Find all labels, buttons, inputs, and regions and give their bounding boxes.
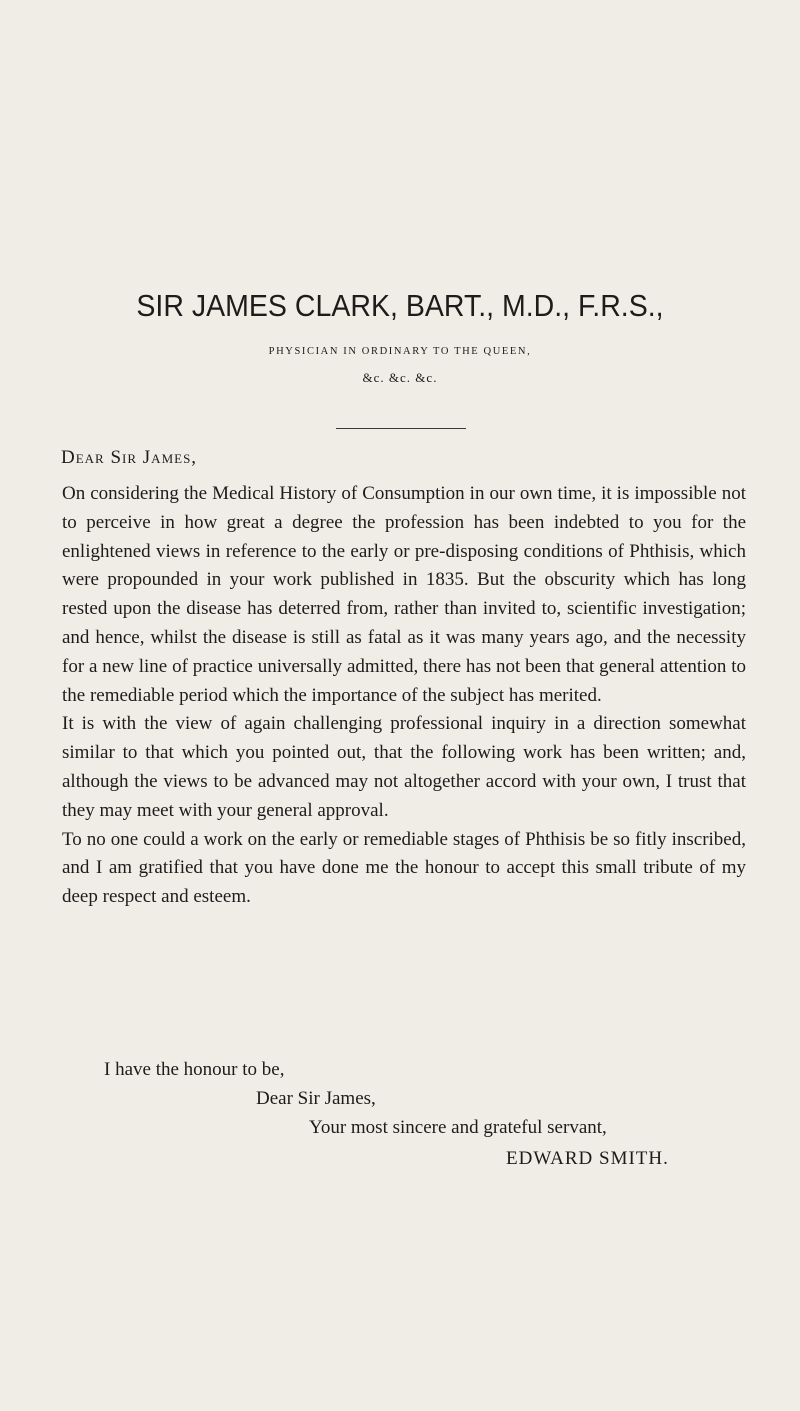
letter-salutation: Dear Sir James,: [61, 447, 198, 468]
divider-rule: [336, 428, 466, 429]
letter-closing-1: I have the honour to be,: [104, 1059, 285, 1080]
dedication-subtitle: PHYSICIAN IN ORDINARY TO THE QUEEN,: [268, 346, 532, 357]
letter-body: [62, 480, 746, 912]
letter-signature: EDWARD SMITH.: [506, 1148, 669, 1169]
dedication-title: SIR JAMES CLARK, BART., M.D., F.R.S.,: [136, 288, 664, 323]
letter-closing-3: Your most sincere and grateful servant,: [309, 1117, 607, 1138]
dedication-etc: &c. &c. &c.: [362, 370, 438, 385]
letter-closing-2: Dear Sir James,: [256, 1088, 376, 1109]
letter-paragraph-1: On considering the Medical History of Consumption in our own time, it is impossible not to perceive in how great a degree the profession has been indebted to you for the enlightened views in reference to the early or pre-disposing conditions of Phthisis, which were propounded in your work published in 1835. But the obscurity which has long rested upon the disease has deterred from, rather than invited to, scientific investigation; and hence, whilst the disease is still as fatal as it was many years ago, and the necessity for a new line of practice universally admitted, there has not been that general attention to the remediable period which the importance of the subject has merited.: [62, 483, 746, 706]
letter-paragraph-2: It is with the view of again challenging professional inquiry in a direction somewhat similar to that which you pointed out, that the following work has been written; and, although the views to be advanced may not altogether accord with your own, I trust that they may meet with your general approval.: [62, 713, 746, 821]
letter-paragraph-3: To no one could a work on the early or remediable stages of Phthisis be so fitly inscribed, and I am gratified that you have done me the honour to accept this small tribute of my deep respect and esteem.: [62, 828, 746, 908]
